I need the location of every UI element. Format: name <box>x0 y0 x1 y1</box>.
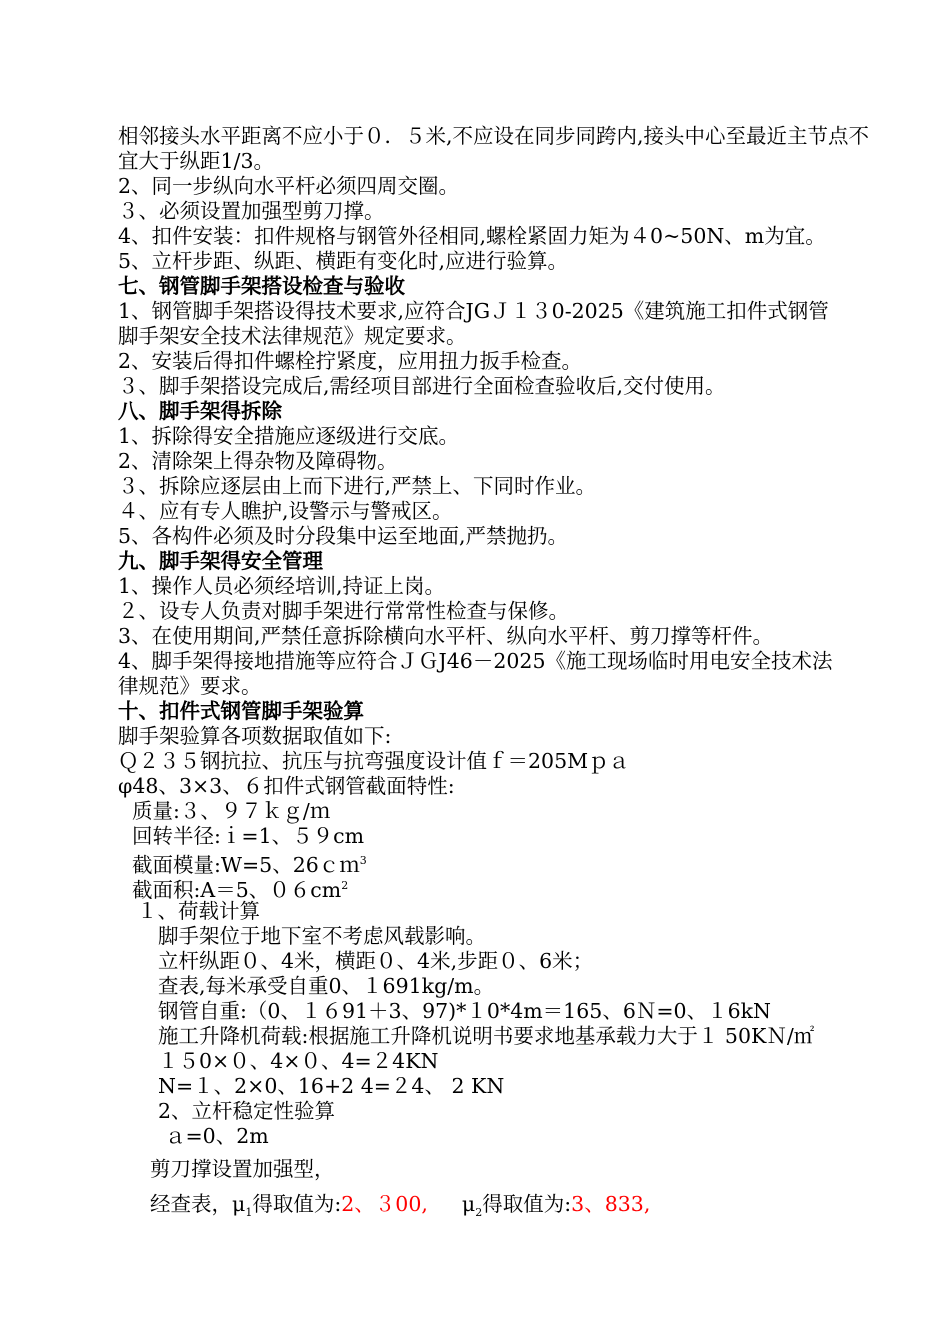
text-line: 查表,每米承受自重0、１691kg/m。 <box>158 974 495 998</box>
text-line: 1、操作人员必须经培训,持证上岗。 <box>118 574 446 598</box>
text-line: 宜大于纵距1/3。 <box>118 149 274 173</box>
mu1-value: 2、３00, <box>341 1192 428 1216</box>
text-line: 质量:３、９７ｋｇ/ｍ <box>132 799 331 823</box>
text-line: 5、各构件必须及时分段集中运至地面,严禁抛扔。 <box>118 524 569 548</box>
text-line: ４、应有专人瞧护,设警示与警戒区。 <box>118 499 453 523</box>
text-line: ３、必须设置加强型剪刀撑。 <box>118 199 385 223</box>
text-line: ａ=0、2m <box>165 1124 269 1148</box>
mu-values-line: 经查表，$\mu_1$得取值为:2、３00, $\mu_2$得取值为:3、833, <box>150 1192 651 1220</box>
text-line: 4、脚手架得接地措施等应符合ＪＧJ46－2025《施工现场临时用电安全技术法 <box>118 649 833 673</box>
text-line: 5、立杆步距、纵距、横距有变化时,应进行验算。 <box>118 249 569 273</box>
text-line: 剪刀撑设置加强型， <box>150 1157 335 1181</box>
text-line: 立杆纵距０、4米，横距０、4米,步距０、6米； <box>158 949 594 973</box>
text-line: 相邻接头水平距离不应小于０．５米,不应设在同步同跨内,接头中心至最近主节点不 <box>118 124 870 148</box>
text-line: 4、扣件安装：扣件规格与钢管外径相同,螺栓紧固力矩为４0~50N、m为宜。 <box>118 224 826 248</box>
text-line: Ｑ２３５钢抗拉、抗压与抗弯强度设计值ｆ＝205Mｐａ <box>118 749 630 773</box>
text-line: 施工升降机荷载:根据施工升降机说明书要求地基承载力大于１ 50KＮ/㎡ <box>158 1024 815 1048</box>
text-line: ２、设专人负责对脚手架进行常常性检查与保修。 <box>118 599 569 623</box>
section-heading-10: 十、扣件式钢管脚手架验算 <box>118 699 364 723</box>
text-line: ３、脚手架搭设完成后,需经项目部进行全面检查验收后,交付使用。 <box>118 374 726 398</box>
text-line: 律规范》要求。 <box>118 674 262 698</box>
text-line: φ48、3×3、６扣件式钢管截面特性: <box>118 774 455 798</box>
text-line: 1、拆除得安全措施应逐级进行交底。 <box>118 424 460 448</box>
text-line: 2、同一步纵向水平杆必须四周交圈。 <box>118 174 460 198</box>
text-line: 1、钢管脚手架搭设得技术要求,应符合JGＪ１３0-2025《建筑施工扣件式钢管 <box>118 299 829 323</box>
text-line: 脚手架验算各项数据取值如下: <box>118 724 392 748</box>
text-line: 截面积:A＝5、$06cm^2$ <box>132 877 349 902</box>
section-heading-9: 九、脚手架得安全管理 <box>118 549 323 573</box>
text-line: ３、拆除应逐层由上而下进行,严禁上、下同时作业。 <box>118 474 597 498</box>
text-line: 截面模量:W=5、26ｃｍ$^3$ <box>132 852 367 877</box>
text-line: １、荷载计算 <box>137 899 260 923</box>
section-heading-7: 七、钢管脚手架搭设检查与验收 <box>118 274 405 298</box>
mu2-value: 3、833, <box>571 1192 651 1216</box>
text-line: １５0×０、4×０、4=２4KN <box>158 1049 439 1073</box>
text-line: 2、立杆稳定性验算 <box>158 1099 336 1123</box>
text-line: 脚手架位于地下室不考虑风载影响。 <box>158 924 486 948</box>
text-line: 脚手架安全技术法律规范》规定要求。 <box>118 324 467 348</box>
text-line: 3、在使用期间,严禁任意拆除横向水平杆、纵向水平杆、剪刀撑等杆件。 <box>118 624 774 648</box>
section-heading-8: 八、脚手架得拆除 <box>118 399 282 423</box>
text-line: 2、清除架上得杂物及障碍物。 <box>118 449 398 473</box>
text-line: N=１、2×0、16+2 4=２4、 2 KN <box>158 1074 505 1098</box>
text-line: 钢管自重:（0、１６91＋3、97)*１0*4m＝165、6Ｎ=0、１6kN <box>158 999 771 1023</box>
text-line: 2、安装后得扣件螺栓拧紧度，应用扭力扳手检查。 <box>118 349 583 373</box>
text-line: 回转半径:ｉ=1、５９cm <box>132 824 365 848</box>
